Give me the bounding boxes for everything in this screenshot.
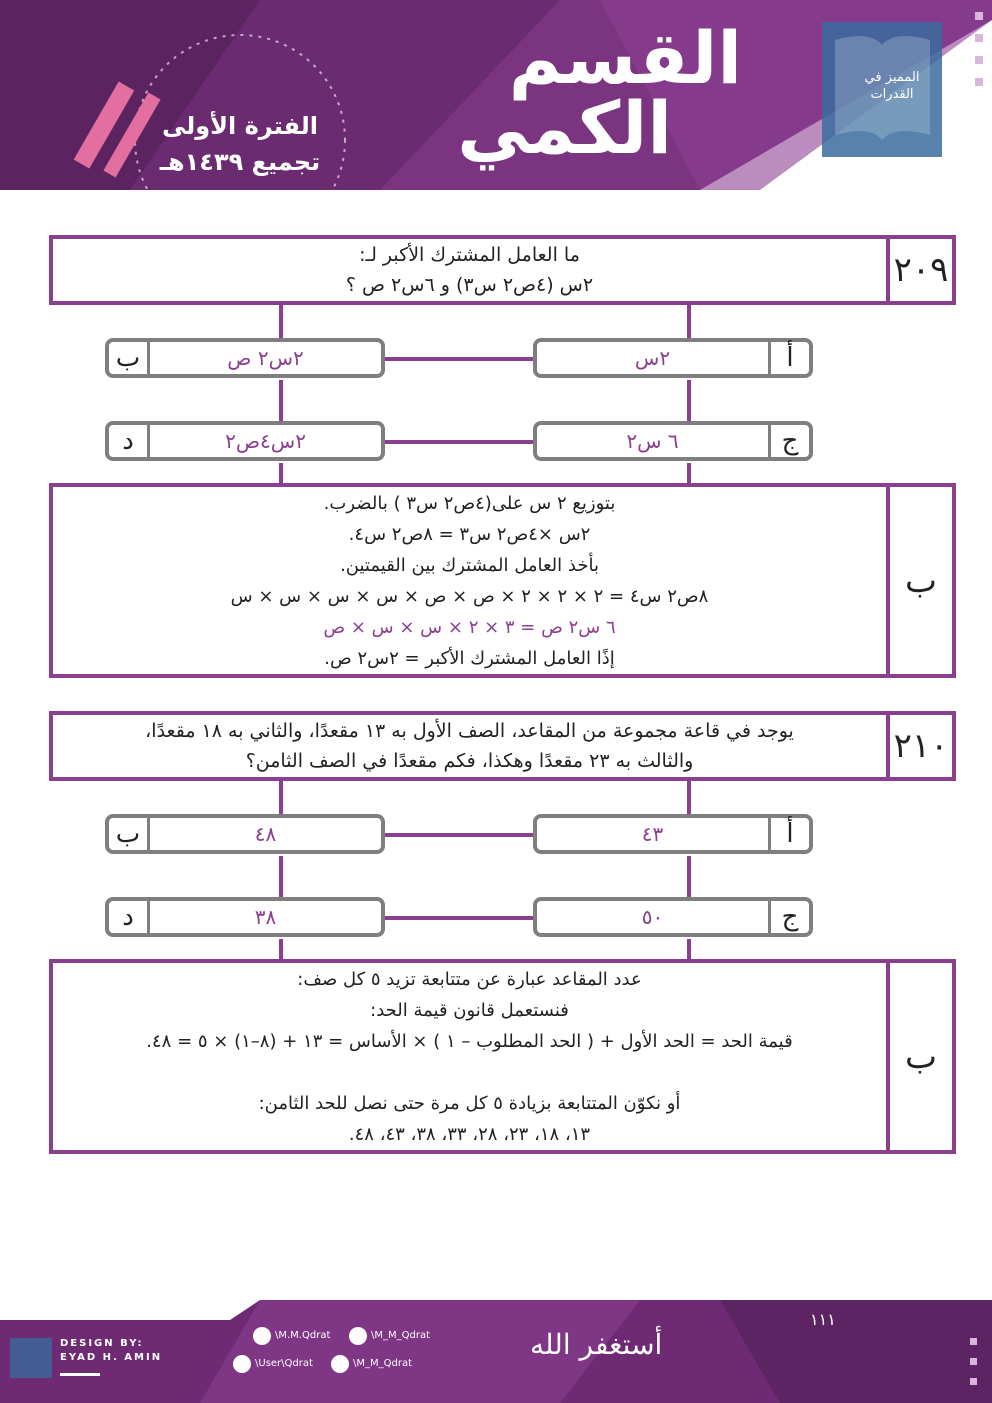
question-text (53, 715, 886, 777)
option-label: ج (768, 901, 809, 933)
solution-line: ٢س ×٤ص٢ س٣ = ٨ص٢ س٤. (348, 523, 591, 545)
connector-line (279, 305, 283, 339)
option-label: أ (768, 818, 809, 850)
solution-text (53, 963, 886, 1150)
page-footer (0, 1300, 992, 1403)
option-label: ج (768, 425, 809, 457)
youtube-handle[interactable]: \User\Qdrat (255, 1358, 313, 1369)
solution-line: عدد المقاعد عبارة عن متتابعة تزيد ٥ كل صف: (297, 968, 642, 990)
page-header (0, 0, 992, 190)
solution-209-box (49, 483, 956, 678)
connector-line (279, 939, 283, 961)
option-label: ب (109, 818, 150, 850)
option-c[interactable] (533, 421, 813, 461)
connector-line (384, 833, 534, 837)
design-by-label: DESIGN BY: (60, 1338, 144, 1349)
option-b[interactable] (105, 814, 385, 854)
option-value: ٥٠ (641, 905, 664, 929)
logo-text: المميز في القدرات (864, 70, 920, 102)
connector-line (279, 856, 283, 900)
option-label: أ (768, 342, 809, 374)
option-value: ٢س٢ ص (227, 346, 304, 370)
question-number: ٢٠٩ (886, 239, 952, 301)
option-value: ٢س٤ص٢ (225, 429, 306, 453)
connector-line (384, 357, 534, 361)
connector-line (279, 781, 283, 815)
facebook-handle[interactable]: \M.M.Qdrat (275, 1330, 331, 1341)
option-b[interactable] (105, 338, 385, 378)
solution-line: قيمة الحد = الحد الأول + ( الحد المطلوب – ١ ) × الأساس = ١٣ + (٨–١) × ٥ = ٤٨. (146, 1030, 793, 1052)
solution-line: ١٣، ١٨، ٢٣، ٢٨، ٣٣، ٣٨، ٤٣، ٤٨. (348, 1123, 591, 1145)
designer-name: EYAD H. AMIN (60, 1352, 163, 1363)
option-label: د (109, 425, 150, 457)
question-210-box (49, 711, 956, 781)
question-number: ٢١٠ (886, 715, 952, 777)
page-number: ١١١ (810, 1310, 836, 1329)
option-value: ٤٨ (254, 822, 277, 846)
option-label: ب (109, 342, 150, 374)
option-value: ٣٨ (254, 905, 277, 929)
solution-line: بتوزيع ٢ س على(٤ص٢ س٣ ) بالضرب. (323, 492, 616, 514)
option-value: ٦ س٢ (626, 429, 679, 453)
question-text-line1: ما العامل المشترك الأكبر لـ: (359, 243, 580, 266)
connector-line (687, 380, 691, 424)
question-text-line2: ٢س (٤ص٢ س٣) و ٦س٢ ص ؟ (345, 274, 594, 296)
question-text-line1: يوجد في قاعة مجموعة من المقاعد، الصف الأول به ١٣ مقعدًا، والثاني به ١٨ مقعدًا، (145, 719, 794, 742)
question-text (53, 239, 886, 301)
other-handle[interactable]: \M_M_Qdrat (353, 1358, 413, 1369)
answer-letter: ب (886, 487, 952, 674)
header-subtitle-period: الفترة الأولى (161, 112, 319, 140)
solution-line: ٨ص٢ س٤ = ٢ × ٢ × ٢ × ص × ص × س × س × س × س (230, 585, 709, 607)
twitter-handle[interactable]: \M_M_Qdrat (371, 1330, 431, 1341)
connector-line (279, 463, 283, 485)
solution-line: بأخذ العامل المشترك بين القيمتين. (340, 554, 599, 576)
option-value: ٤٣ (641, 822, 664, 846)
question-text-line2: والثالث به ٢٣ مقعدًا وهكذا، فكم مقعدًا في الصف الثامن؟ (245, 750, 694, 772)
answer-letter: ب (886, 963, 952, 1150)
solution-210-box (49, 959, 956, 1154)
solution-line: أو نكوّن المتتابعة بزيادة ٥ كل مرة حتى نصل للحد الثامن: (258, 1092, 681, 1114)
connector-line (687, 463, 691, 485)
calligraphy-text: أستغفر الله (530, 1328, 663, 1361)
solution-line: فنستعمل قانون قيمة الحد: (370, 999, 569, 1021)
solution-text (53, 487, 886, 674)
question-209-box (49, 235, 956, 305)
option-value: ٢س (634, 346, 671, 370)
option-a[interactable] (533, 814, 813, 854)
header-title-line2: الكمي (457, 86, 672, 170)
solution-line: إذًا العامل المشترك الأكبر = ٢س٢ ص. (324, 647, 615, 669)
option-d[interactable] (105, 897, 385, 937)
connector-line (279, 380, 283, 424)
option-label: د (109, 901, 150, 933)
option-c[interactable] (533, 897, 813, 937)
connector-line (687, 305, 691, 339)
connector-line (384, 440, 534, 444)
header-subtitle-year: تجميع ١٤٣٩هـ (159, 148, 321, 176)
connector-line (687, 781, 691, 815)
connector-line (687, 856, 691, 900)
solution-line: ٦ س٢ ص = ٣ × ٢ × س × س × ص (323, 616, 616, 638)
connector-line (687, 939, 691, 961)
connector-line (384, 916, 534, 920)
option-d[interactable] (105, 421, 385, 461)
option-a[interactable] (533, 338, 813, 378)
header-title-line1: القسم (508, 16, 742, 100)
